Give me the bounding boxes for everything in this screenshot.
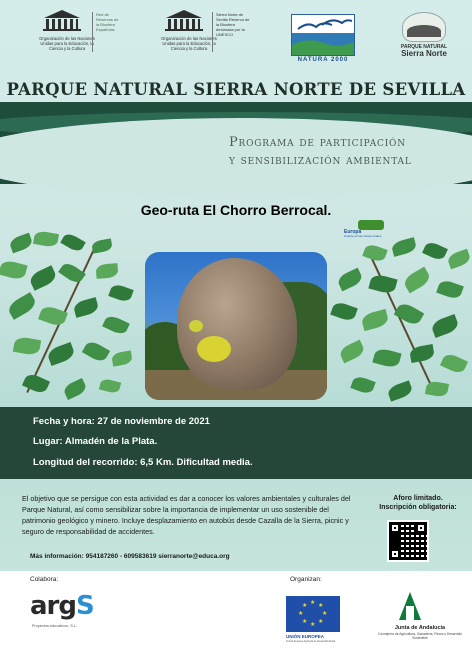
header-logos [0,0,472,75]
aforo-line-2: Inscripción obligatoria: [379,504,457,511]
unesco-temple-icon [38,10,86,32]
park-title: PARQUE NATURAL SIERRA NORTE DE SEVILLA [6,80,466,99]
contact-info: Más información: 954187260 - 609583619 sierranorte@educa.org [30,553,230,560]
eu-flag-icon: ★ ★ ★ ★ ★ ★ ★ ★ [286,596,340,632]
unesco-logo-1 [38,10,96,51]
program-line-1: Programa de participación [229,135,406,150]
program-line-2: y sensibilización ambiental [229,153,412,168]
unesco-text-1: Organización de las Naciones Unidas para la Educación, la Ciencia y la Cultura [39,36,95,51]
leaf-flag-icon [358,220,384,230]
europa-sub: invierte en las zonas rurales [344,234,382,238]
natura-2000-logo [291,14,355,64]
eu-label: UNIÓN EUROPEA [286,634,325,639]
europa-label: Europa [344,229,362,235]
junta-andalucia-icon [396,592,424,622]
argos-sub: Proyectos educativos, S.L. [32,624,77,628]
organizan-label: Organizan: [290,576,322,583]
mountain-icon [402,12,446,42]
sierra-norte-reserve-logo [212,12,252,52]
activity-title: Geo-ruta El Chorro Berrocal. [140,202,332,218]
junta-sub: Consejería de Agricultura, Ganadería, Pesca y Desarrollo Sostenible [378,632,462,640]
unesco-logo-2 [160,10,218,51]
unesco-text-2: Organización de las Naciones Unidas para la Educación, la Ciencia y la Cultura [161,36,217,51]
event-place: Lugar: Almadén de la Plata. [33,436,158,447]
junta-label: Junta de Andalucía [394,625,446,631]
parque-natural-logo [394,12,454,62]
mab-text: Red de Reservas de la Biosfera Españolas [96,12,119,32]
pn-label-1: PARQUE NATURAL [400,44,448,50]
natura-label: NATURA 2000 [297,57,349,63]
registration-note [368,494,468,512]
pn-label-2: Sierra Norte [401,49,447,58]
aforo-line-1: Aforo limitado. [393,495,443,502]
program-heading [229,134,469,170]
colabora-label: Colabora: [30,576,59,583]
event-date: Fecha y hora: 27 de noviembre de 2021 [33,416,210,427]
argos-logo [30,591,94,621]
natura-bird-icon [291,14,355,56]
qr-code[interactable] [387,520,429,562]
argos-text: arg [30,591,76,621]
europa-rural-logo [344,220,384,238]
boulder-photo [145,252,327,400]
mab-logo [92,12,120,52]
argos-s: S [75,591,94,621]
description: El objetivo que se persigue con esta actividad es dar a conocer los valores ambientales y culturales del Parque Natural, así como sensibilizar sobre la importancia de implementar un uso sostenible del patrimonio geológico y minero. Incluye desplazamiento en autobús desde Cazalla de la Sierra, picnic y seguro de responsabilidad de accidentes. [22,494,351,536]
sierra-norte-reserve-text: Sierra Norte de Sevilla Reserva de la Biosfera declarada por la UNESCO [216,12,250,37]
unesco-temple-icon [160,10,208,32]
route-length: Longitud del recorrido: 6,5 Km. Dificultad media. [33,457,253,468]
eu-sub: Fondo Europeo Agrícola de Desarrollo Rural [286,640,336,643]
